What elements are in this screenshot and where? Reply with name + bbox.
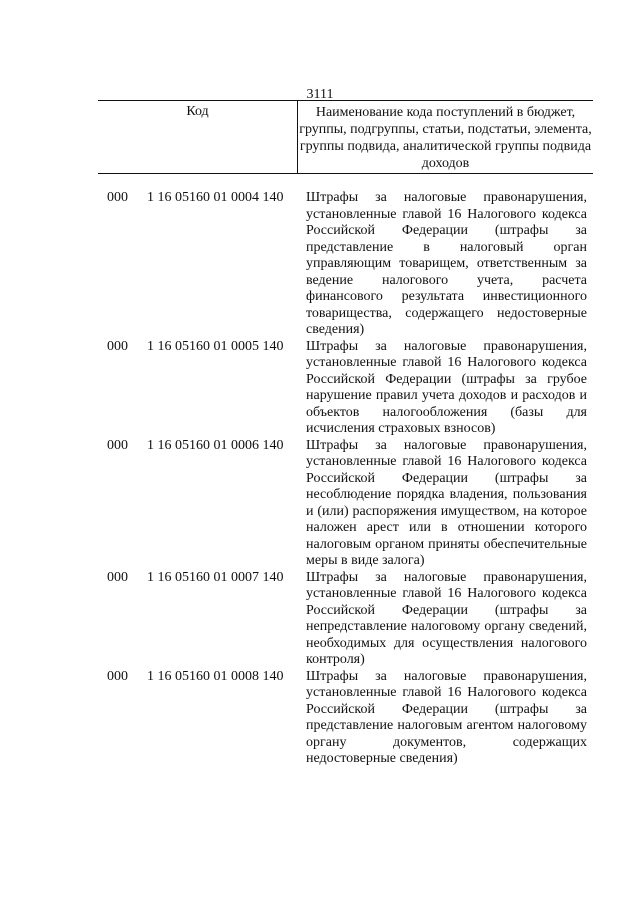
row-income-code: 1 16 05160 01 0005 140 — [147, 338, 284, 354]
table-row — [0, 438, 640, 570]
row-income-code: 1 16 05160 01 0004 140 — [147, 190, 284, 205]
header-code-label: Код — [186, 104, 209, 119]
row-description: Штрафы за налоговые правонарушения, установленные главой 16 Налогового кодекса Российской Федерации (штрафы за представление налоговым агентом налоговому органу документов, содержащих недостоверные сведения) — [306, 668, 587, 766]
table-row — [0, 339, 640, 438]
header-name-label: Наименование кода поступлений в бюджет, группы, подгруппы, статьи, подстатьи, элемента, группы подвида, аналитической группы подвида доходов — [299, 105, 592, 171]
row-description: Штрафы за налоговые правонарушения, установленные главой 16 Налогового кодекса Российской Федерации (штрафы за представление в налоговый орган управляющим товарищем, ответственным за ведение налогового учета, расчета финансового результата инвестиционного товарищества, содержащего недостоверные сведения) — [306, 190, 587, 337]
row-group-code: 000 — [107, 190, 128, 205]
row-description: Штрафы за налоговые правонарушения, установленные главой 16 Налогового кодекса Российской Федерации (штрафы за несоблюдение порядка владения, пользования и (или) распоряжения имуществом, на которое наложен арест или в отношении которого налоговым органом приняты обеспечительные меры в виде залога) — [306, 437, 587, 568]
row-group-code: 000 — [107, 668, 128, 684]
table-row — [0, 669, 640, 768]
row-description: Штрафы за налоговые правонарушения, установленные главой 16 Налогового кодекса Российской Федерации (штрафы за грубое нарушение правил учета доходов и расходов и объектов налогообложения (базы для исчисления страховых взносов) — [306, 338, 587, 436]
row-group-code: 000 — [107, 437, 128, 453]
row-description: Штрафы за налоговые правонарушения, установленные главой 16 Налогового кодекса Российской Федерации (штрафы за непредставление налоговому органу сведений, необходимых для осуществления налогового контроля) — [306, 569, 587, 667]
row-income-code: 1 16 05160 01 0008 140 — [147, 668, 284, 684]
table-row — [0, 190, 640, 339]
row-income-code: 1 16 05160 01 0006 140 — [147, 437, 284, 453]
row-group-code: 000 — [107, 338, 128, 354]
row-group-code: 000 — [107, 569, 128, 585]
table-row — [0, 570, 640, 669]
page-number: 3111 — [306, 87, 334, 102]
row-income-code: 1 16 05160 01 0007 140 — [147, 569, 284, 585]
table-header — [98, 100, 593, 174]
table-body — [0, 190, 640, 768]
